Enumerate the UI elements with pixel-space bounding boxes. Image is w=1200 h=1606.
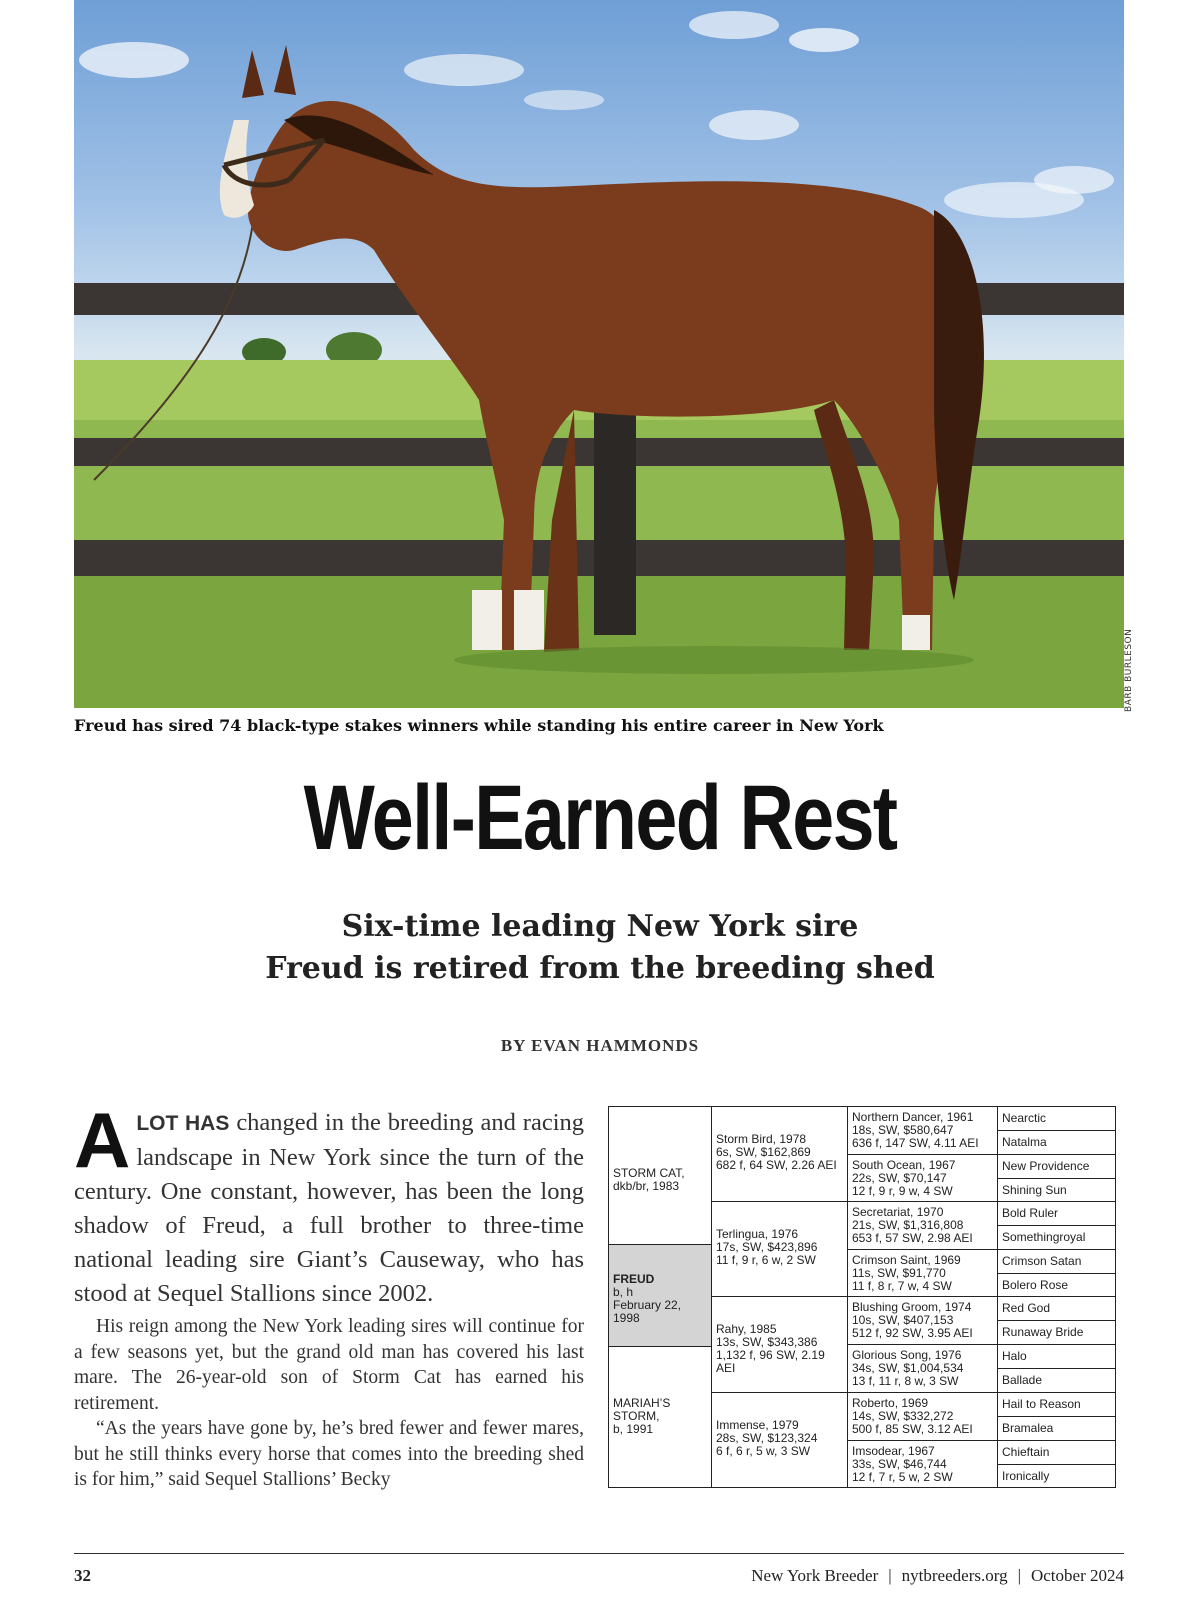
gen2-stats: 682 f, 64 SW, 2.26 AEI: [716, 1158, 837, 1172]
pedigree-gen4-cell: [998, 1274, 1115, 1297]
pedigree-gen4-cell: [998, 1369, 1115, 1393]
pedigree-gen2-cell: [712, 1107, 847, 1202]
gen2-stats: 1,132 f, 96 SW, 2.19 AEI: [716, 1348, 825, 1375]
gen3-record: 18s, SW, $580,647: [852, 1123, 954, 1137]
pedigree-gen4-cell: [998, 1297, 1115, 1321]
gen2-record: 6s, SW, $162,869: [716, 1145, 811, 1159]
gen4-name: Bold Ruler: [1002, 1206, 1059, 1220]
pedigree-gen4-cell: [998, 1465, 1115, 1489]
gen3-name: Secretariat, 1970: [852, 1205, 944, 1219]
pedigree-gen2-cell: [712, 1393, 847, 1489]
gen3-stats: 512 f, 92 SW, 3.95 AEI: [852, 1326, 973, 1340]
gen3-record: 34s, SW, $1,004,534: [852, 1361, 964, 1375]
gen2-stats: 11 f, 9 r, 6 w, 2 SW: [716, 1253, 816, 1267]
gen4-name: Runaway Bride: [1002, 1325, 1084, 1339]
subject-sex: b, h: [613, 1285, 634, 1299]
gen3-stats: 636 f, 147 SW, 4.11 AEI: [852, 1136, 979, 1150]
gen3-name: Glorious Song, 1976: [852, 1348, 962, 1362]
photo-credit: BARB BURLESON: [1124, 628, 1134, 712]
gen3-record: 33s, SW, $46,744: [852, 1457, 947, 1471]
page-number: 32: [74, 1566, 91, 1585]
gen2-record: 13s, SW, $343,386: [716, 1335, 818, 1349]
photo-caption: Freud has sired 74 black-type stakes winners while standing his entire career in New York: [74, 716, 884, 735]
pedigree-dam-cell: [609, 1347, 711, 1489]
issue-date: October 2024: [1030, 1566, 1124, 1585]
publication-website: nytbreeders.org: [901, 1566, 1008, 1585]
gen3-record: 14s, SW, $332,272: [852, 1409, 954, 1423]
pedigree-generation-1: [609, 1107, 712, 1487]
gen3-name: Northern Dancer, 1961: [852, 1110, 974, 1124]
subject-birth-year: 1998: [613, 1311, 640, 1325]
pedigree-gen4-cell: [998, 1345, 1115, 1369]
lead-small-caps: LOT HAS: [136, 1112, 230, 1135]
pedigree-generation-4: [998, 1107, 1115, 1487]
dam-detail: b, 1991: [613, 1422, 654, 1436]
gen3-stats: 12 f, 9 r, 9 w, 4 SW: [852, 1184, 953, 1198]
sire-detail: dkb/br, 1983: [613, 1179, 680, 1193]
pedigree-gen2-cell: [712, 1202, 847, 1297]
gen4-name: Red God: [1002, 1301, 1051, 1315]
gen4-name: Somethingroyal: [1002, 1230, 1086, 1244]
gen3-record: 21s, SW, $1,316,808: [852, 1218, 964, 1232]
gen2-record: 17s, SW, $423,896: [716, 1240, 818, 1254]
gen3-stats: 500 f, 85 SW, 3.12 AEI: [852, 1422, 973, 1436]
body-paragraphs: [74, 1314, 584, 1493]
pedigree-gen4-cell: [998, 1417, 1115, 1441]
lead-paragraph: [74, 1096, 585, 1311]
gen4-name: Bramalea: [1002, 1421, 1054, 1435]
footer-separator: |: [1017, 1566, 1021, 1585]
pedigree-gen3-cell: [848, 1250, 997, 1297]
gen4-name: Nearctic: [1002, 1111, 1047, 1125]
gen4-name: Bolero Rose: [1002, 1278, 1069, 1292]
gen3-stats: 11 f, 8 r, 7 w, 4 SW: [852, 1279, 952, 1293]
pedigree-gen4-cell: [998, 1441, 1115, 1465]
article-headline: Well-Earned Rest: [303, 767, 897, 869]
gen2-name: Storm Bird, 1978: [716, 1132, 807, 1146]
subject-birth-date: February 22,: [613, 1298, 682, 1312]
body-paragraph-1: His reign among the New York leading sires will continue for a few seasons yet, but the grand old man has covered his last mare. The 26-year-old son of Storm Cat has earned his retirement.: [74, 1316, 584, 1414]
pedigree-gen4-cell: [998, 1155, 1115, 1179]
gen2-name: Rahy, 1985: [716, 1322, 777, 1336]
article-deck: [200, 906, 1000, 990]
gen3-stats: 653 f, 57 SW, 2.98 AEI: [852, 1231, 973, 1245]
dam-name-2: STORM,: [613, 1409, 660, 1423]
pedigree-gen4-cell: [998, 1107, 1115, 1131]
gen4-name: Shining Sun: [1002, 1183, 1067, 1197]
deck-line-2: Freud is retired from the breeding shed: [265, 951, 935, 986]
pedigree-table: [608, 1106, 1116, 1488]
gen3-stats: 12 f, 7 r, 5 w, 2 SW: [852, 1470, 953, 1484]
pedigree-gen4-cell: [998, 1202, 1115, 1226]
pedigree-gen3-cell: [848, 1297, 997, 1345]
gen3-name: Blushing Groom, 1974: [852, 1300, 972, 1314]
gen4-name: New Providence: [1002, 1159, 1090, 1173]
pedigree-gen4-cell: [998, 1131, 1115, 1155]
pedigree-gen3-cell: [848, 1441, 997, 1489]
publication-name: New York Breeder: [751, 1566, 879, 1585]
pedigree-gen4-cell: [998, 1393, 1115, 1417]
gen3-stats: 13 f, 11 r, 8 w, 3 SW: [852, 1374, 959, 1388]
pedigree-gen4-cell: [998, 1250, 1115, 1274]
pedigree-sire-cell: [609, 1107, 711, 1245]
deck-line-1: Six-time leading New York sire: [341, 909, 859, 944]
gen4-name: Natalma: [1002, 1135, 1047, 1149]
hero-photo: [74, 0, 1124, 708]
gen2-record: 28s, SW, $123,324: [716, 1431, 818, 1445]
gen4-name: Ironically: [1002, 1469, 1050, 1483]
pedigree-gen2-cell: [712, 1297, 847, 1393]
drop-cap: A: [74, 1096, 131, 1184]
gen3-name: Imsodear, 1967: [852, 1444, 935, 1458]
body-paragraph-2: “As the years have gone by, he’s bred fewer and fewer mares, but he still thinks every horse that comes into the breeding shed is for him,” said Sequel Stallions’ Becky: [74, 1418, 584, 1490]
footer-publication-info: [751, 1566, 1124, 1586]
article-byline: BY EVAN HAMMONDS: [500, 1036, 700, 1055]
gen3-record: 11s, SW, $91,770: [852, 1266, 946, 1280]
pedigree-gen3-cell: [848, 1345, 997, 1393]
sire-name: STORM CAT,: [613, 1166, 685, 1180]
pedigree-generation-2: [712, 1107, 848, 1487]
gen3-record: 22s, SW, $70,147: [852, 1171, 947, 1185]
dam-name-1: MARIAH’S: [613, 1396, 671, 1410]
gen2-name: Terlingua, 1976: [716, 1227, 799, 1241]
pedigree-gen3-cell: [848, 1107, 997, 1155]
footer-separator: |: [888, 1566, 892, 1585]
pedigree-generation-3: [848, 1107, 998, 1487]
subject-name: FREUD: [613, 1272, 655, 1286]
gen2-stats: 6 f, 6 r, 5 w, 3 SW: [716, 1444, 811, 1458]
gen4-name: Ballade: [1002, 1373, 1043, 1387]
gen3-name: Crimson Saint, 1969: [852, 1253, 961, 1267]
pedigree-gen3-cell: [848, 1155, 997, 1202]
pedigree-subject-cell: [609, 1245, 711, 1347]
footer-rule: [74, 1553, 1124, 1554]
gen2-name: Immense, 1979: [716, 1418, 799, 1432]
horse-photo-illustration: [74, 0, 1124, 708]
gen3-record: 10s, SW, $407,153: [852, 1313, 954, 1327]
gen4-name: Chieftain: [1002, 1445, 1050, 1459]
pedigree-gen4-cell: [998, 1179, 1115, 1202]
pedigree-gen4-cell: [998, 1321, 1115, 1345]
gen3-name: South Ocean, 1967: [852, 1158, 956, 1172]
pedigree-gen4-cell: [998, 1226, 1115, 1250]
gen4-name: Hail to Reason: [1002, 1397, 1081, 1411]
gen4-name: Crimson Satan: [1002, 1254, 1082, 1268]
pedigree-gen3-cell: [848, 1393, 997, 1441]
lead-text: changed in the breeding and racing landscape in New York since the turn of the century. One constant, however, has been the long shadow of Freud, a full brother to three-time national leading sire Giant’s Causeway, who has stood at Sequel Stallions since 2002.: [74, 1109, 585, 1307]
gen3-name: Roberto, 1969: [852, 1396, 929, 1410]
gen4-name: Halo: [1002, 1349, 1027, 1363]
pedigree-gen3-cell: [848, 1202, 997, 1250]
